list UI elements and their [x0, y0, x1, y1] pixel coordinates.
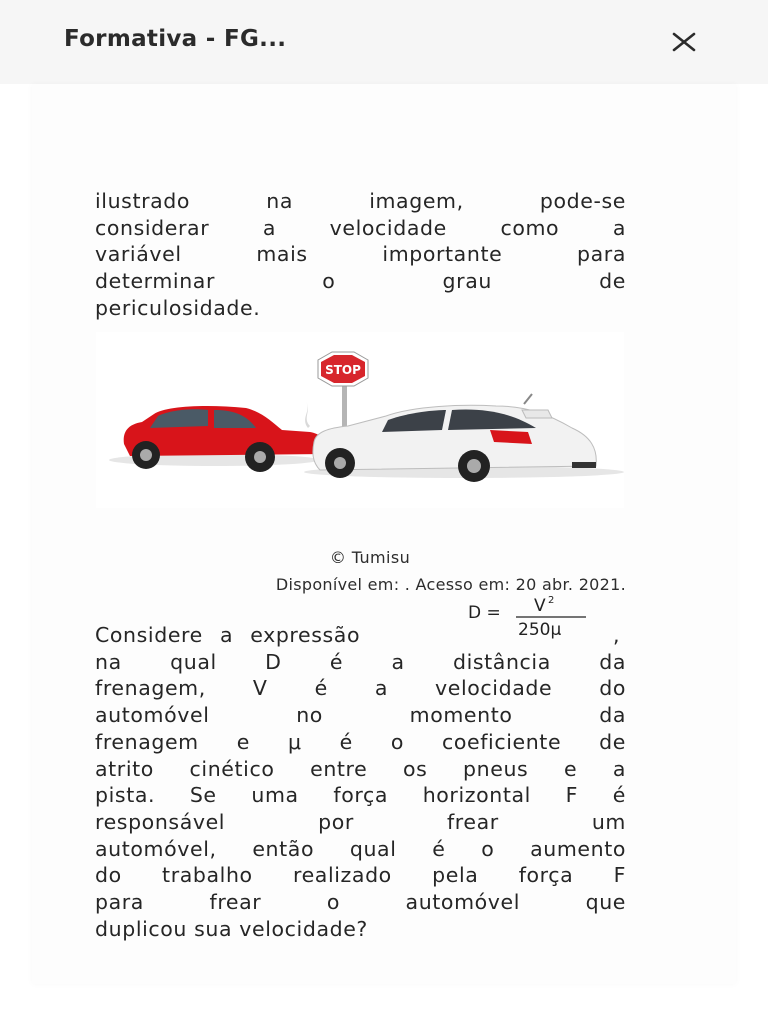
text-line: na qual D é a distância da	[95, 649, 626, 674]
text-line: do trabalho realizado pela força F	[95, 863, 626, 888]
text-line: atrito cinético entre os pneus e a	[95, 756, 626, 781]
text-line: ilustrado na imagem, pode-se	[95, 189, 626, 213]
text-line: variável mais importante para	[95, 242, 626, 267]
text-line: automóvel no momento da	[95, 703, 626, 728]
text-line: frenagem e μ é o coeficiente de	[95, 729, 626, 754]
formula-denominator: 250μ	[518, 620, 562, 640]
car-crash-illustration	[96, 332, 624, 508]
text-line: determinar o grau de	[95, 269, 626, 294]
text-line: Considere a expressão	[95, 623, 361, 647]
text-line: considerar a velocidade como a	[95, 215, 626, 240]
text-line: frenagem, V é a velocidade do	[95, 676, 626, 701]
question-intro-text	[95, 189, 626, 335]
text-line: duplicou sua velocidade?	[95, 916, 368, 941]
text-line: pista. Se uma força horizontal F é	[95, 783, 626, 808]
text-line: para frear o automóvel que	[95, 890, 626, 915]
close-icon	[670, 28, 698, 56]
text-line: periculosidade.	[95, 295, 261, 320]
stop-sign-text: STOP	[325, 363, 361, 377]
top-bar	[0, 0, 768, 84]
image-credit: © Tumisu	[329, 548, 411, 567]
formula-lhs: D =	[468, 603, 501, 623]
question-body-text	[95, 622, 626, 942]
formula-numerator: V	[534, 596, 546, 616]
formula-comma: ,	[613, 623, 621, 647]
close-button[interactable]	[664, 22, 704, 62]
text-line-with-formula	[95, 622, 626, 649]
image-source: Disponível em: . Acesso em: 20 abr. 2021.	[275, 575, 626, 594]
text-line: automóvel, então qual é o aumento	[95, 836, 626, 861]
document-title: Formativa - FG...	[64, 26, 287, 52]
formula-exponent: 2	[548, 595, 555, 606]
text-line: responsável por frear um	[95, 809, 626, 834]
